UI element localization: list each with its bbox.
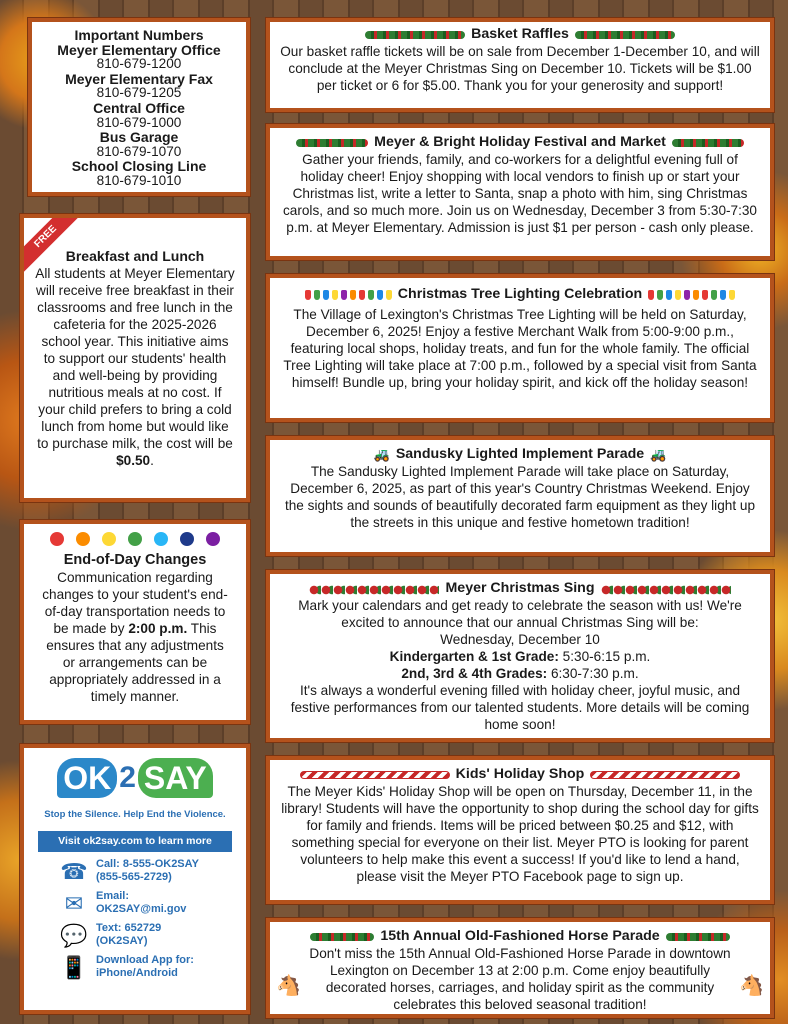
breakfast-end: .: [150, 453, 154, 468]
dot-icon: [102, 532, 116, 546]
bulb-icon: [657, 290, 663, 300]
holiday-festival-title: Meyer & Bright Holiday Festival and Market: [374, 134, 666, 150]
bulb-icon: [305, 290, 311, 300]
christmas-sing-title: Meyer Christmas Sing: [445, 580, 595, 596]
number-entry: [36, 101, 242, 130]
ok2say-row-text: (OK2SAY): [96, 935, 148, 947]
dot-icon: [154, 532, 168, 546]
breakfast-lunch-card: [20, 214, 250, 502]
important-numbers-card: [28, 18, 250, 196]
bulb-icon: [666, 290, 672, 300]
phone-number: 810-679-1000: [96, 114, 182, 130]
christmas-sing-date: Wednesday, December 10: [440, 632, 600, 647]
phone-number: 810-679-1070: [96, 143, 182, 159]
breakfast-title: Breakfast and Lunch: [65, 248, 205, 264]
garland-icon: [296, 139, 368, 147]
implement-parade-header: [280, 446, 760, 463]
ok2say-row-text: Call: 8-555-OK2SAY: [96, 858, 199, 870]
bulb-icon: [729, 290, 735, 300]
kindergarten-label: Kindergarten & 1st Grade:: [389, 649, 559, 664]
end-of-day-body: [32, 569, 238, 705]
end-of-day-card: [20, 520, 250, 724]
candy-cane-icon: [590, 771, 740, 779]
kindergarten-time-row: [280, 648, 760, 665]
christmas-sing-intro: Mark your calendars and get ready to celebrate the season with us! We're excited to announce that our annual Christmas Sing will be:: [298, 598, 742, 630]
ornaments-icon: [601, 583, 731, 595]
end-of-day-title: End-of-Day Changes: [63, 552, 207, 568]
ornaments-icon: [309, 583, 439, 595]
number-label: Bus Garage: [99, 129, 179, 146]
christmas-sing-header: [280, 580, 760, 597]
horse-parade-card: [266, 918, 774, 1018]
ok2say-row-text: OK2SAY@mi.gov: [96, 903, 187, 915]
bulb-icon: [693, 290, 699, 300]
garland-icon: [672, 139, 744, 147]
ok2say-row-text: Email:: [96, 890, 130, 902]
ok2say-website-link[interactable]: Visit ok2say.com to learn more: [38, 831, 232, 852]
dot-icon: [128, 532, 142, 546]
bulb-icon: [314, 290, 320, 300]
implement-parade-title: Sandusky Lighted Implement Parade: [395, 446, 645, 462]
tree-lighting-header: [280, 286, 760, 303]
horse-icon: 🐴: [739, 975, 764, 997]
deadline-time: 2:00 p.m.: [128, 621, 188, 636]
ok2say-tagline: Stop the Silence. Help End the Violence.: [44, 809, 226, 820]
dot-icon: [206, 532, 220, 546]
holiday-shop-body: The Meyer Kids' Holiday Shop will be open on Thursday, December 11, in the library! Students will have the opportunity to shop during the school day for gifts for family and friends. Items will be priced between $0.25 and $12, with something special for everyone on their list. Meyer PTO is looking for parent volunteers to help make this event a success! If you'd like to lend a hand, please visit the Meyer PTO Facebook page to sign up.: [281, 784, 759, 884]
ok2say-app-row[interactable]: [60, 954, 240, 980]
free-ribbon: FREE: [20, 214, 81, 272]
logo-2: 2: [119, 761, 136, 794]
bulb-icon: [332, 290, 338, 300]
bulb-icon: [684, 290, 690, 300]
ok2say-logo: [30, 758, 240, 798]
text-bubble-icon: 💬: [60, 922, 88, 948]
breakfast-body: [34, 265, 236, 469]
logo-ok: OK: [57, 758, 117, 798]
bulb-icon: [359, 290, 365, 300]
garland-icon: [666, 933, 730, 941]
number-entry: [36, 43, 242, 72]
phone-number: 810-679-1010: [96, 172, 182, 188]
tractor-icon: 🚜: [650, 447, 667, 462]
string-lights-icon: [305, 290, 392, 300]
ok2say-row-text: iPhone/Android: [96, 967, 178, 979]
ok2say-text-row[interactable]: [60, 922, 240, 948]
basket-raffles-title: Basket Raffles: [471, 26, 569, 42]
eod-text-2: This ensures that any adjustments or arrangements can be appropriately addressed in a timely manner.: [46, 621, 224, 704]
implement-parade-body: The Sandusky Lighted Implement Parade will take place on Saturday, December 6, 2025, as part of this year's Country Christmas Weekend. Enjoy the sights and sounds of beautifully decorated farm equipment as they light up the streets in this unique and festive hometown tradition!: [284, 464, 756, 530]
bulb-icon: [368, 290, 374, 300]
bulb-icon: [720, 290, 726, 300]
bulb-icon: [377, 290, 383, 300]
ok2say-call-row[interactable]: [60, 858, 240, 884]
bulb-icon: [386, 290, 392, 300]
holiday-festival-header: [280, 134, 760, 151]
basket-raffles-body: Our basket raffle tickets will be on sale from December 1-December 10, and will conclude at the Meyer Christmas Sing on December 10. Tickets will be $1.00 per ticket or 6 for $5.00. Thank you for your generosity and support!: [280, 44, 760, 93]
milk-price: $0.50: [116, 453, 151, 468]
holiday-shop-header: [280, 766, 760, 783]
phone-icon: ☎: [60, 858, 88, 884]
horse-parade-header: [298, 928, 742, 945]
horse-icon: 🐴: [276, 975, 301, 997]
number-entry: [36, 159, 242, 188]
bulb-icon: [711, 290, 717, 300]
horse-parade-title: 15th Annual Old-Fashioned Horse Parade: [380, 928, 660, 944]
bulb-icon: [648, 290, 654, 300]
email-icon: ✉: [64, 890, 84, 916]
christmas-sing-outro: It's always a wonderful evening filled with holiday cheer, joyful music, and festive performances from our talented students. More details will be coming home soon!: [290, 683, 750, 732]
holiday-festival-card: [266, 124, 774, 260]
candy-cane-icon: [300, 771, 450, 779]
number-label: Meyer Elementary Office: [57, 41, 221, 58]
breakfast-text: All students at Meyer Elementary will receive free breakfast in their classrooms and free lunch in the cafeteria for the 2025-2026 school year. This initiative aims to support our students' health and well-being by providing nutritious meals at no cost. If your child prefers to bring a cold lunch from home but would like to purchase milk, the cost will be: [35, 266, 235, 451]
ok2say-row-text: Text: 652729: [96, 922, 162, 934]
grades-time: 6:30-7:30 p.m.: [550, 666, 639, 681]
garland-icon: [310, 933, 374, 941]
tree-lighting-card: [266, 274, 774, 422]
christmas-sing-card: [266, 570, 774, 742]
number-entry: [36, 72, 242, 101]
garland-icon: [575, 31, 675, 39]
ok2say-email-row[interactable]: [60, 890, 240, 916]
bulb-icon: [323, 290, 329, 300]
phone-number: 810-679-1205: [96, 85, 182, 101]
holiday-festival-body: Gather your friends, family, and co-workers for a delightful evening full of holiday cheer! Enjoy shopping with local vendors to finish up or start your Christmas list, write a letter to Santa, snap a photo with him, sing Christmas carols, and so much more. Join us on Wednesday, December 3 from 5:30-7:30 p.m. at Meyer Elementary. Admission is just $1 per person - cash only please.: [282, 152, 757, 235]
phone-number: 810-679-1200: [96, 56, 182, 72]
mobile-app-icon: 📱: [60, 954, 88, 980]
holiday-shop-title: Kids' Holiday Shop: [455, 766, 585, 782]
horse-parade-body: Don't miss the 15th Annual Old-Fashioned Horse Parade in downtown Lexington on December 13 at 2:00 p.m. Come enjoy beautifully decorated horses, carriages, and holiday spirit as the community celebrates this beloved seasonal tradition!: [309, 946, 731, 1012]
bulb-icon: [350, 290, 356, 300]
implement-parade-card: [266, 436, 774, 556]
number-label: Meyer Elementary Fax: [65, 70, 213, 87]
kindergarten-time: 5:30-6:15 p.m.: [562, 649, 651, 664]
ok2say-card: [20, 744, 250, 1014]
logo-say: SAY: [138, 758, 213, 798]
number-label: School Closing Line: [71, 158, 207, 175]
eod-text: Communication regarding changes to your student's end-of-day transportation needs to be made by: [42, 570, 228, 636]
string-lights-icon: [648, 290, 735, 300]
dot-icon: [76, 532, 90, 546]
ok2say-row-text: (855-565-2729): [96, 871, 172, 883]
basket-raffles-card: [266, 18, 774, 112]
important-numbers-title: Important Numbers: [74, 27, 204, 43]
dot-icon: [180, 532, 194, 546]
basket-raffles-header: [278, 26, 762, 43]
tree-lighting-body: The Village of Lexington's Christmas Tree Lighting will be held on Saturday, December 6, 2025! Enjoy a festive Merchant Walk from 5:00-9:00 p.m., featuring local shops, holiday treats, and fun for the whole family. The official Tree Lighting will take place at 7:00 p.m., followed by a special visit from Santa himself! Bundle up, bring your holiday spirit, and kick off the holiday season!: [283, 307, 757, 390]
color-dots: [32, 532, 238, 546]
dot-icon: [50, 532, 64, 546]
tractor-icon: 🚜: [373, 447, 390, 462]
number-label: Central Office: [93, 99, 185, 116]
number-entry: [36, 130, 242, 159]
garland-icon: [365, 31, 465, 39]
grades-time-row: [280, 665, 760, 682]
bulb-icon: [675, 290, 681, 300]
holiday-shop-card: [266, 756, 774, 904]
bulb-icon: [702, 290, 708, 300]
bulb-icon: [341, 290, 347, 300]
ok2say-row-text: Download App for:: [96, 954, 194, 966]
grades-label: 2nd, 3rd & 4th Grades:: [401, 666, 548, 681]
tree-lighting-title: Christmas Tree Lighting Celebration: [397, 286, 643, 302]
